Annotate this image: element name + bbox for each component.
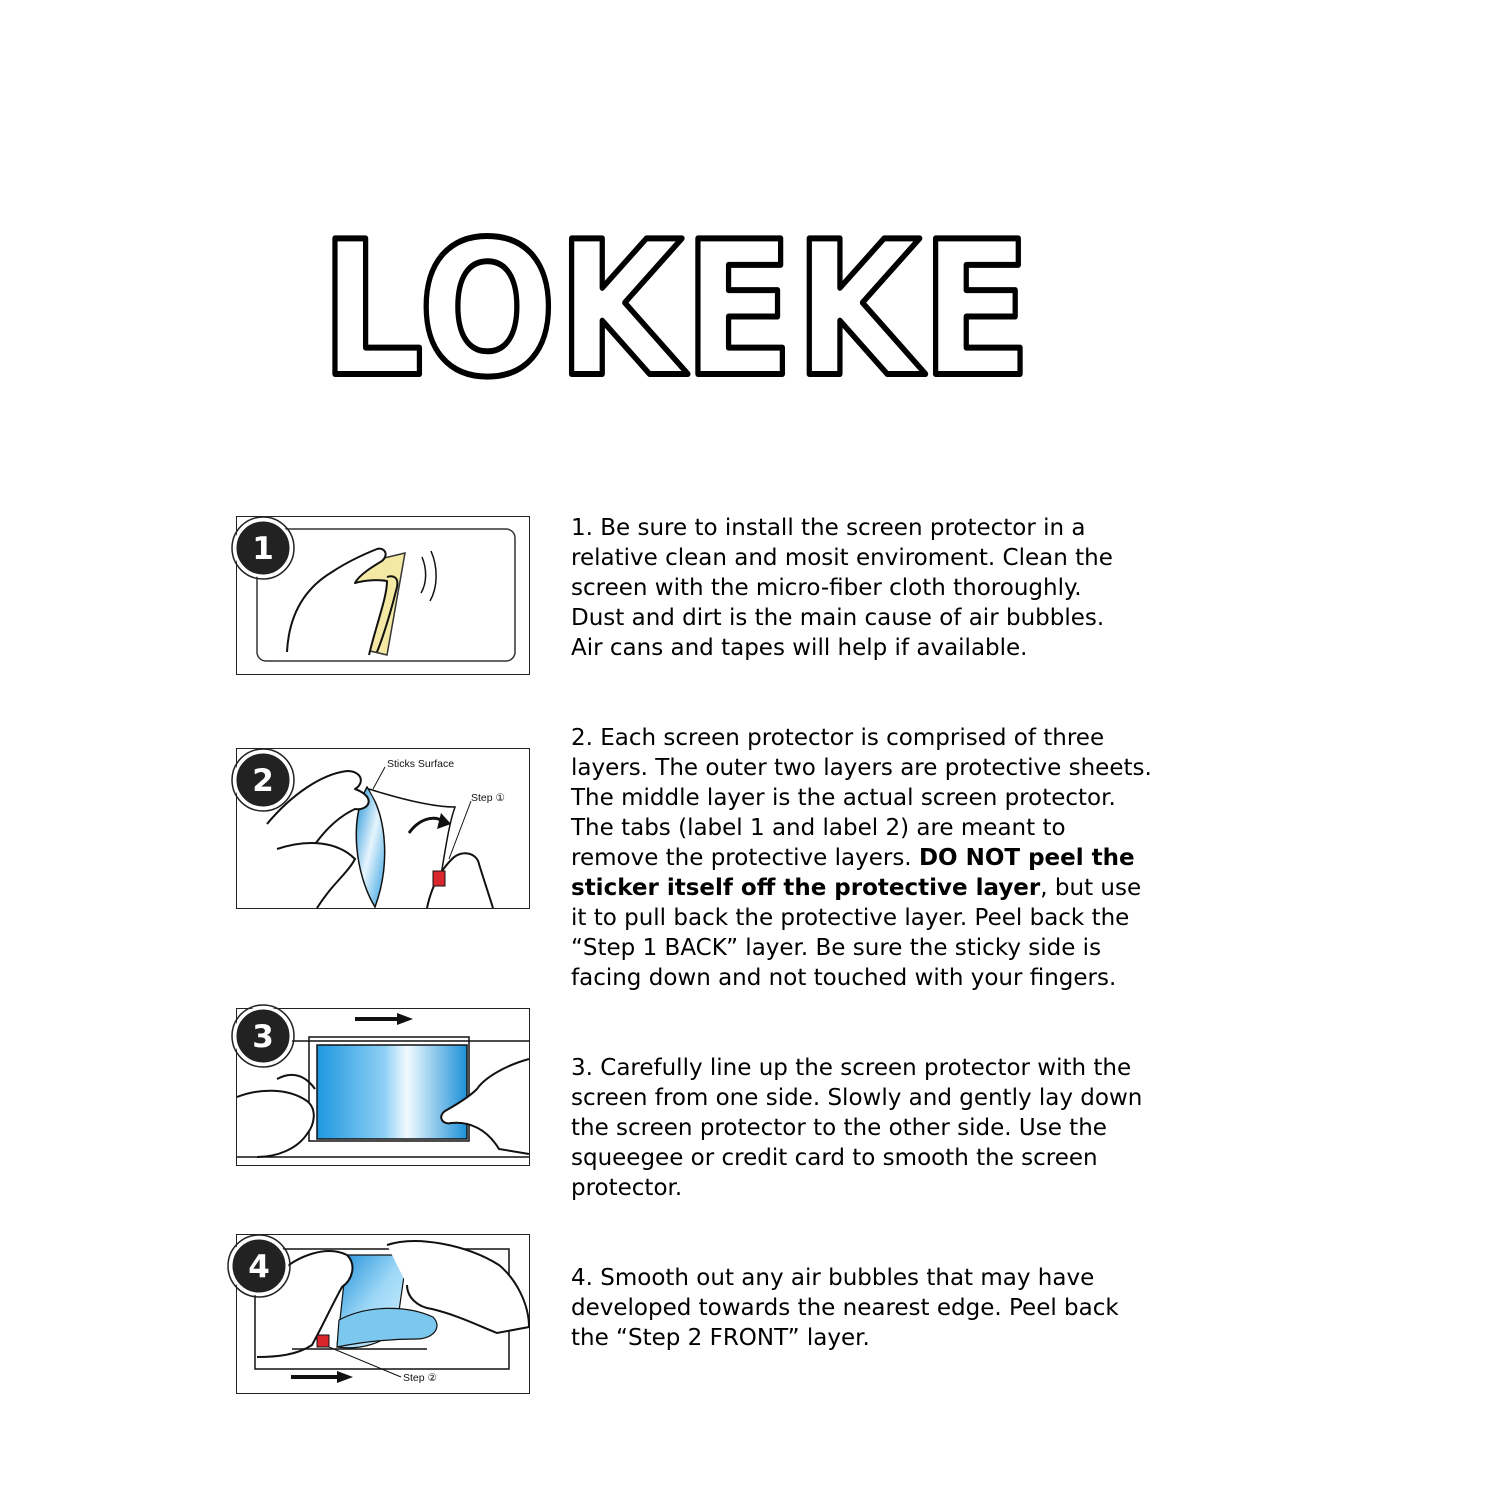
step-2-warning-part2: sticker itself off the protective layer [571, 875, 1041, 901]
step-3-illustration [236, 1008, 530, 1166]
step-3-line: protector. [571, 1175, 683, 1201]
step-1-line: 1. Be sure to install the screen protector in a [571, 515, 1086, 541]
step-4-line: developed towards the nearest edge. Peel back [571, 1295, 1119, 1321]
step-2-line: 2. Each screen protector is comprised of three [571, 725, 1105, 751]
step-1-number: 1 [252, 531, 274, 567]
sticks-surface-label: Sticks Surface [387, 758, 455, 770]
step-3-line: screen from one side. Slowly and gently lay down [571, 1085, 1143, 1111]
step-2-illustration [236, 748, 530, 909]
step-4-illustration [236, 1234, 530, 1394]
step-2-line: it to pull back the protective layer. Peel back the [571, 905, 1130, 931]
step-2-warning-part1: DO NOT peel the [918, 845, 1135, 871]
step-2-number: 2 [252, 763, 274, 799]
step-2-line [571, 873, 1171, 903]
step-1-line: Air cans and tapes will help if available. [571, 635, 1028, 661]
step-4-number: 4 [248, 1249, 270, 1285]
step-2-line5-pre: remove the protective layers. [571, 845, 919, 871]
step-3-line: the screen protector to the other side. Use the [571, 1115, 1107, 1141]
step-1-ref-label: Step ① [471, 792, 505, 804]
step-2-ref-label: Step ② [403, 1372, 437, 1384]
step-2-line: The middle layer is the actual screen protector. [571, 785, 1116, 811]
brand-logo [320, 201, 1040, 418]
step-2-line: The tabs (label 1 and label 2) are meant to [571, 815, 1066, 841]
step-2-line: “Step 1 BACK” layer. Be sure the sticky side is [571, 935, 1102, 961]
step-1-line: relative clean and mosit enviroment. Clean the [571, 545, 1113, 571]
step-1-illustration [236, 516, 530, 675]
step-3-number: 3 [252, 1019, 274, 1055]
step-2-text [571, 723, 1171, 993]
step-4-line: 4. Smooth out any air bubbles that may have [571, 1265, 1095, 1291]
step-3-line: squeegee or credit card to smooth the screen [571, 1145, 1098, 1171]
step-4-text [571, 1263, 1171, 1353]
step-2-line6-post: , but use [1040, 875, 1142, 901]
step-1-text [571, 513, 1171, 663]
step-2-line [571, 843, 1171, 873]
step-4-line: the “Step 2 FRONT” layer. [571, 1325, 870, 1351]
step-3-text [571, 1053, 1171, 1203]
step-1-line: Dust and dirt is the main cause of air bubbles. [571, 605, 1105, 631]
step-1-line: screen with the micro-fiber cloth thoroughly. [571, 575, 1082, 601]
step-2-line: facing down and not touched with your fingers. [571, 965, 1117, 991]
step-3-line: 3. Carefully line up the screen protector with the [571, 1055, 1132, 1081]
brand-name: LOKEKE [320, 201, 1032, 418]
step-2-line: layers. The outer two layers are protective sheets. [571, 755, 1152, 781]
